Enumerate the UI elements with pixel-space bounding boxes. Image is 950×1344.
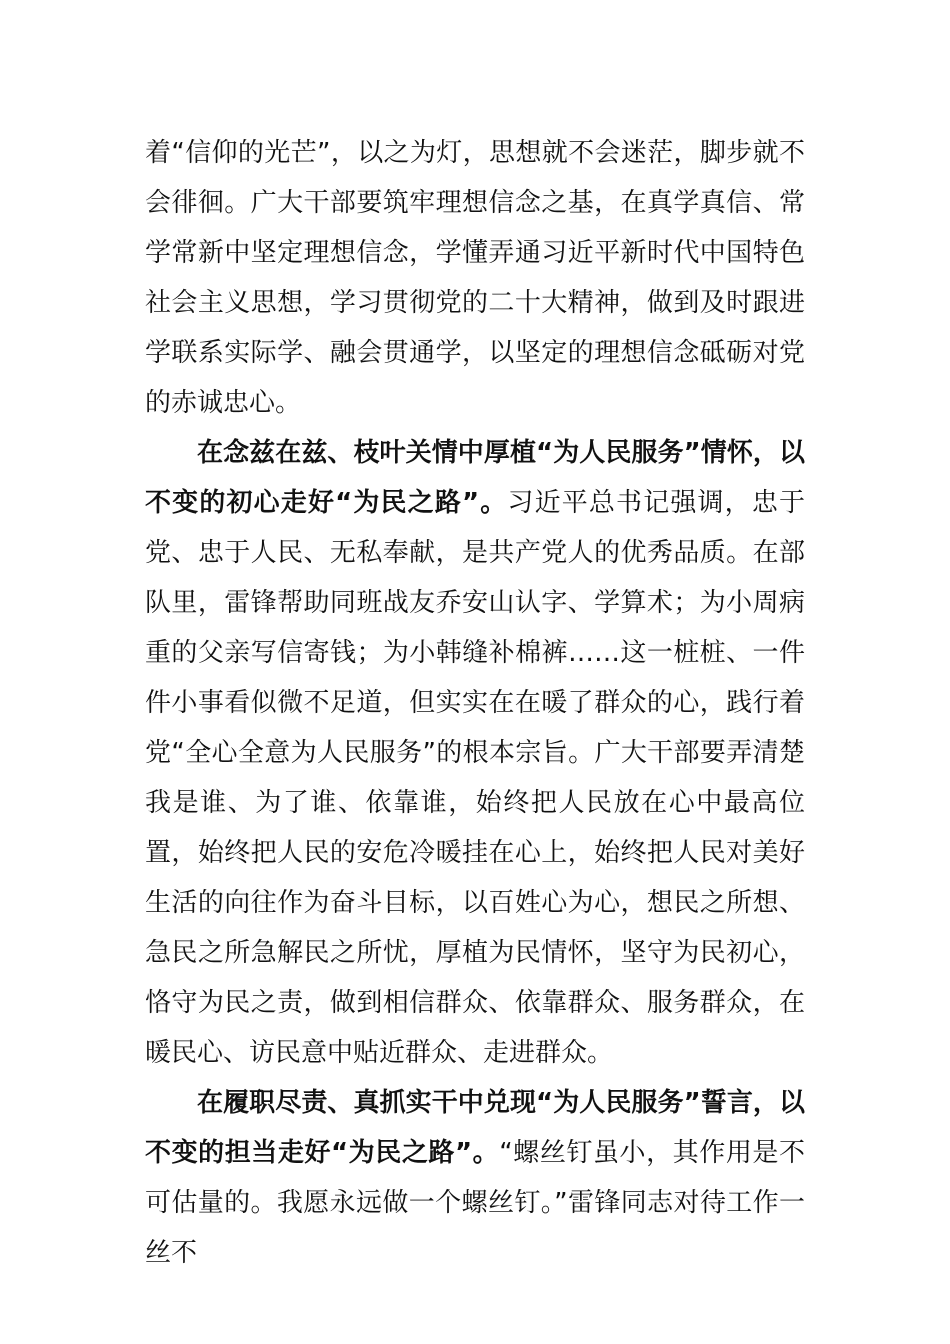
paragraph-2 [145,428,805,1078]
paragraph-3-text: “螺丝钉虽小，其作用是不可估量的。我愿永远做一个螺丝钉。”雷锋同志对待工作一丝不 [145,1138,805,1268]
paragraph-2-lead: 在念兹在兹、枝叶关情中厚植“为人民服务”情怀，以不变的初心走好“为民之路”。 [145,438,805,518]
paragraph-1 [145,128,805,428]
paragraph-3 [145,1078,805,1278]
paragraph-2-text: 习近平总书记强调，忠于党、忠于人民、无私奉献，是共产党人的优秀品质。在部队里，雷锋帮助同班战友乔安山认字、学算术；为小周病重的父亲写信寄钱；为小韩缝补棉裤……这一桩桩、一件件小事看似微不足道，但实实在在暖了群众的心，践行着党“全心全意为人民服务”的根本宗旨。广大干部要弄清楚我是谁、为了谁、依靠谁，始终把人民放在心中最高位置，始终把人民的安危冷暖挂在心上，始终把人民对美好生活的向往作为奋斗目标，以百姓心为心，想民之所想、急民之所急解民之所忧，厚植为民情怀，坚守为民初心，恪守为民之责，做到相信群众、依靠群众、服务群众，在暖民心、访民意中贴近群众、走进群众。 [145,488,805,1068]
paragraph-1-text: 着“信仰的光芒”，以之为灯，思想就不会迷茫，脚步就不会徘徊。广大干部要筑牢理想信念之基，在真学真信、常学常新中坚定理想信念，学懂弄通习近平新时代中国特色社会主义思想，学习贯彻党的二十大精神，做到及时跟进学联系实际学、融会贯通学，以坚定的理想信念砥砺对党的赤诚忠心。 [145,138,805,418]
document-body [145,128,805,1278]
paragraph-3-lead: 在履职尽责、真抓实干中兑现“为人民服务”誓言，以不变的担当走好“为民之路”。 [145,1088,805,1168]
